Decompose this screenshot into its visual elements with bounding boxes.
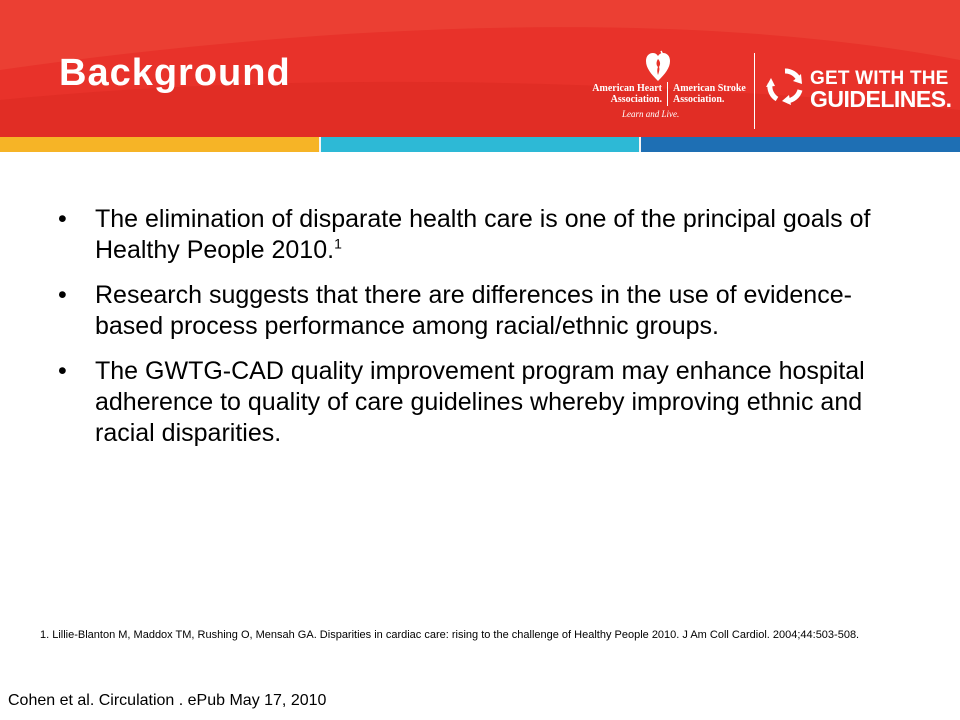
aha-right-line2: Association. (673, 94, 725, 105)
aha-stroke-association-text (673, 83, 753, 105)
bullet-marker: • (58, 205, 67, 233)
gwtg-line1: GET WITH THE (810, 68, 949, 89)
color-band-yellow (0, 137, 320, 152)
color-band-blue (640, 137, 960, 152)
aha-right-line1: American Stroke (673, 83, 746, 94)
bullet-item (58, 204, 918, 266)
band-divider (639, 137, 641, 152)
aha-heart-association-text (576, 83, 662, 105)
logo-divider (754, 53, 755, 129)
bullet-marker: • (58, 357, 67, 385)
heart-torch-icon (645, 50, 671, 82)
bullet-text: The GWTG-CAD quality improvement program may enhance hospital adherence to quality of care guidelines whereby improving ethnic and racial disparities. (95, 357, 865, 447)
gwtg-logo (765, 66, 950, 116)
bullet-text: Research suggests that there are differences in the use of evidence-based process performance among racial/ethnic groups. (95, 281, 852, 340)
color-band-cyan (320, 137, 640, 152)
slide-title: Background (59, 52, 291, 94)
bullet-item (58, 280, 918, 342)
aha-left-line2: Association. (610, 94, 662, 105)
aha-logo (576, 50, 746, 125)
circular-arrows-icon (765, 66, 805, 106)
bullet-superscript: 1 (334, 235, 342, 252)
header-banner (0, 0, 960, 152)
aha-tagline: Learn and Live. (622, 109, 680, 119)
footnote: 1. Lillie-Blanton M, Maddox TM, Rushing O, Mensah GA. Disparities in cardiac care: rising to the challenge of Healthy People 2010. J Am Coll Cardiol. 2004;44:503-508. (40, 629, 860, 641)
aha-separator (667, 82, 668, 106)
aha-left-line1: American Heart (592, 83, 662, 94)
citation: Cohen et al. Circulation . ePub May 17, 2010 (8, 692, 327, 709)
bullet-text: The elimination of disparate health care is one of the principal goals of Healthy People 2010. (95, 205, 871, 264)
band-divider (319, 137, 321, 152)
bullet-marker: • (58, 281, 67, 309)
bullet-item (58, 356, 918, 449)
gwtg-wordmark (810, 68, 951, 110)
bullet-list (58, 204, 918, 463)
gwtg-line2: GUIDELINES. (810, 86, 952, 112)
